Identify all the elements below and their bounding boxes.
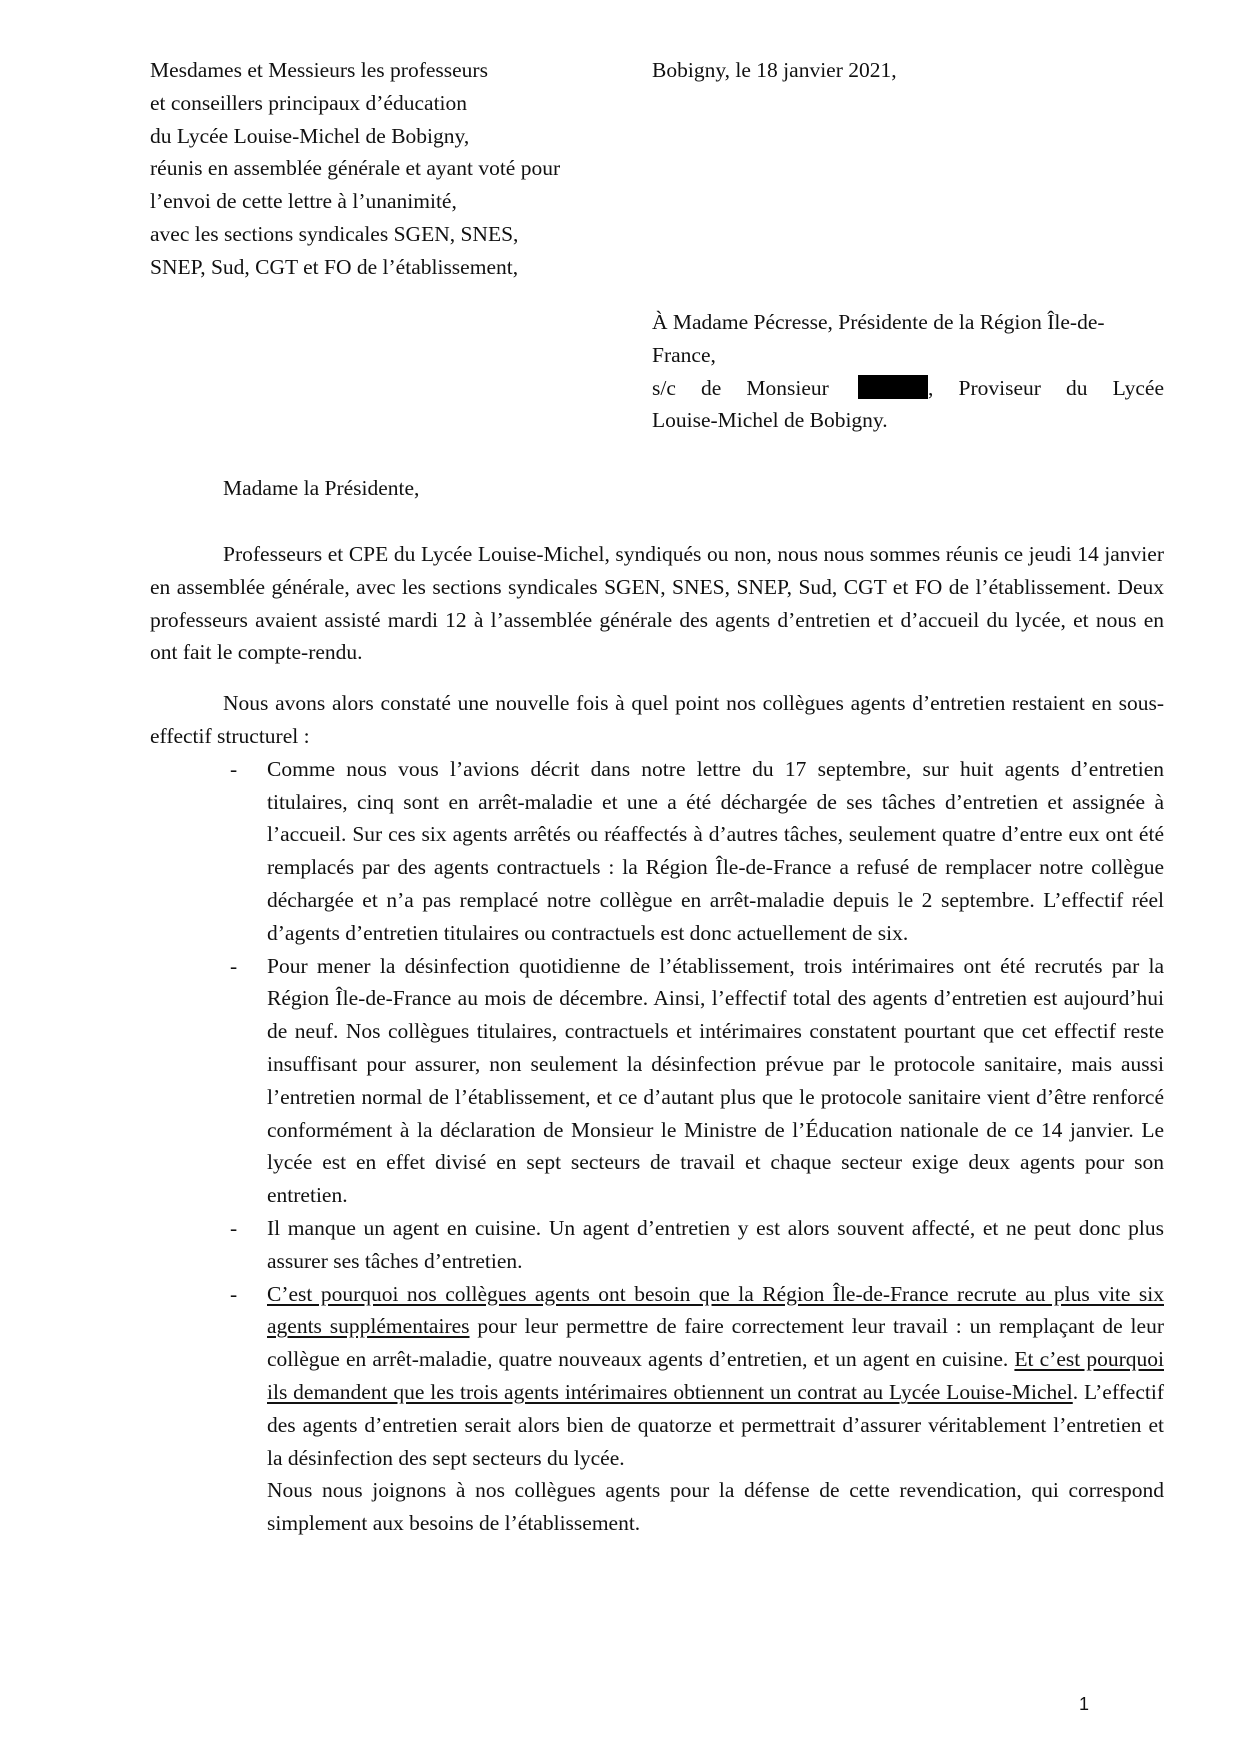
recipient-block bbox=[652, 306, 1164, 437]
list-item-text: pour leur permettre de faire correctement leur travail : un remplaçant de leur collègue en arrêt-maladie, quatre nouveaux agents d’entretien, et un agent en cuisine. bbox=[267, 1314, 1164, 1372]
bullet-dash: - bbox=[230, 756, 238, 781]
sender-line: avec les sections syndicales SGEN, SNES, bbox=[150, 221, 519, 246]
sender-line: réunis en assemblée générale et ayant voté pour bbox=[150, 156, 561, 181]
list-item-text: Il manque un agent en cuisine. Un agent d’entretien y est alors souvent affecté, et ne peut donc plus assurer ses tâches d’entretien. bbox=[267, 1215, 1164, 1273]
sender-line: l’envoi de cette lettre à l’unanimité, bbox=[150, 189, 457, 214]
list-item bbox=[150, 1212, 1164, 1278]
page-number: 1 bbox=[1079, 1694, 1090, 1714]
letter-body bbox=[150, 538, 1164, 1540]
sender-line: SNEP, Sud, CGT et FO de l’établissement, bbox=[150, 254, 519, 279]
letter-date: Bobigny, le 18 janvier 2021, bbox=[652, 58, 897, 82]
list-item bbox=[150, 950, 1164, 1212]
recipient-line-3 bbox=[652, 372, 1164, 405]
list-item-text: . L’effectif des agents d’entretien serait alors bien de quatorze et permettrait d’assurer véritablement l’entretien et la désinfection des sept secteurs du lycée. bbox=[267, 1379, 1164, 1470]
underlined-demand: C’est pourquoi nos collègues agents ont besoin que la Région Île-de-France recrute au plus vite six agents supplémentaires bbox=[267, 1281, 1164, 1339]
sender-line: et conseillers principaux d’éducation bbox=[150, 90, 468, 115]
closing-paragraph: Nous nous joignons à nos collègues agents pour la défense de cette revendication, qui correspond simplement aux besoins de l’établissement. bbox=[267, 1478, 1164, 1536]
sender-block bbox=[150, 54, 650, 284]
bullet-dash: - bbox=[230, 1215, 238, 1240]
underlined-demand: Et c’est pourquoi ils demandent que les trois agents intérimaires obtiennent un contrat au Lycée Louise-Michel bbox=[267, 1347, 1164, 1404]
paragraph-finding: Nous avons alors constaté une nouvelle fois à quel point nos collègues agents d’entretien restaient en sous-effectif structurel : bbox=[150, 691, 1164, 748]
sender-line: du Lycée Louise-Michel de Bobigny, bbox=[150, 123, 470, 148]
list-item bbox=[150, 1278, 1164, 1475]
recipient-line-4: Louise-Michel de Bobigny. bbox=[652, 408, 888, 433]
recipient-line-2: France, bbox=[652, 342, 716, 367]
bullet-dash: - bbox=[230, 953, 238, 978]
sender-line: Mesdames et Messieurs les professeurs bbox=[150, 58, 488, 82]
recipient-line-1: À Madame Pécresse, Présidente de la Région Île-de- bbox=[652, 310, 1105, 334]
bullet-list bbox=[150, 753, 1164, 1475]
list-item bbox=[150, 753, 1164, 950]
paragraph-intro: Professeurs et CPE du Lycée Louise-Michel, syndiqués ou non, nous nous sommes réunis ce jeudi 14 janvier en assemblée générale, avec les sections syndicales SGEN, SNES, SNEP, Sud, CGT et FO de l’établissement. Deux professeurs avaient assisté mardi 12 à l’assemblée générale des agents d’entretien et d’accueil du lycée, et nous en ont fait le compte-rendu. bbox=[150, 542, 1164, 665]
redacted-name bbox=[858, 375, 928, 399]
salutation: Madame la Présidente, bbox=[223, 476, 420, 500]
list-item-text: Comme nous vous l’avions décrit dans notre lettre du 17 septembre, sur huit agents d’entretien titulaires, cinq sont en arrêt-maladie et une a été déchargée de ses tâches d’entretien et assignée à l’accueil. Sur ces six agents arrêtés ou réaffectés à d’autres tâches, seulement quatre d’entre eux ont été remplacés par des agents contractuels : la Région Île-de-France a refusé de remplacer notre collègue déchargée et n’a pas remplacé notre collègue en arrêt-maladie depuis le 2 septembre. L’effectif réel d’agents d’entretien titulaires ou contractuels est donc actuellement de six. bbox=[267, 756, 1164, 945]
recipient-title: , Proviseur du Lycée bbox=[928, 375, 1165, 400]
list-item-text: Pour mener la désinfection quotidienne de l’établissement, trois intérimaires ont été recrutés par la Région Île-de-France au mois de décembre. Ainsi, l’effectif total des agents d’entretien est aujourd’hui de neuf. Nos collègues titulaires, contractuels et intérimaires constatent pourtant que cet effectif reste insuffisant pour assurer, non seulement la désinfection prévue par le protocole sanitaire, mais aussi l’entretien normal de l’établissement, et ce d’autant plus que le protocole sanitaire vient d’être renforcé conformément à la déclaration de Monsieur le Ministre de l’Éducation nationale de ce 14 janvier. Le lycée est en effet divisé en sept secteurs de travail et chaque secteur exige deux agents pour son entretien. bbox=[267, 953, 1164, 1208]
recipient-via: s/c de Monsieur bbox=[652, 375, 829, 400]
bullet-dash: - bbox=[230, 1281, 238, 1306]
